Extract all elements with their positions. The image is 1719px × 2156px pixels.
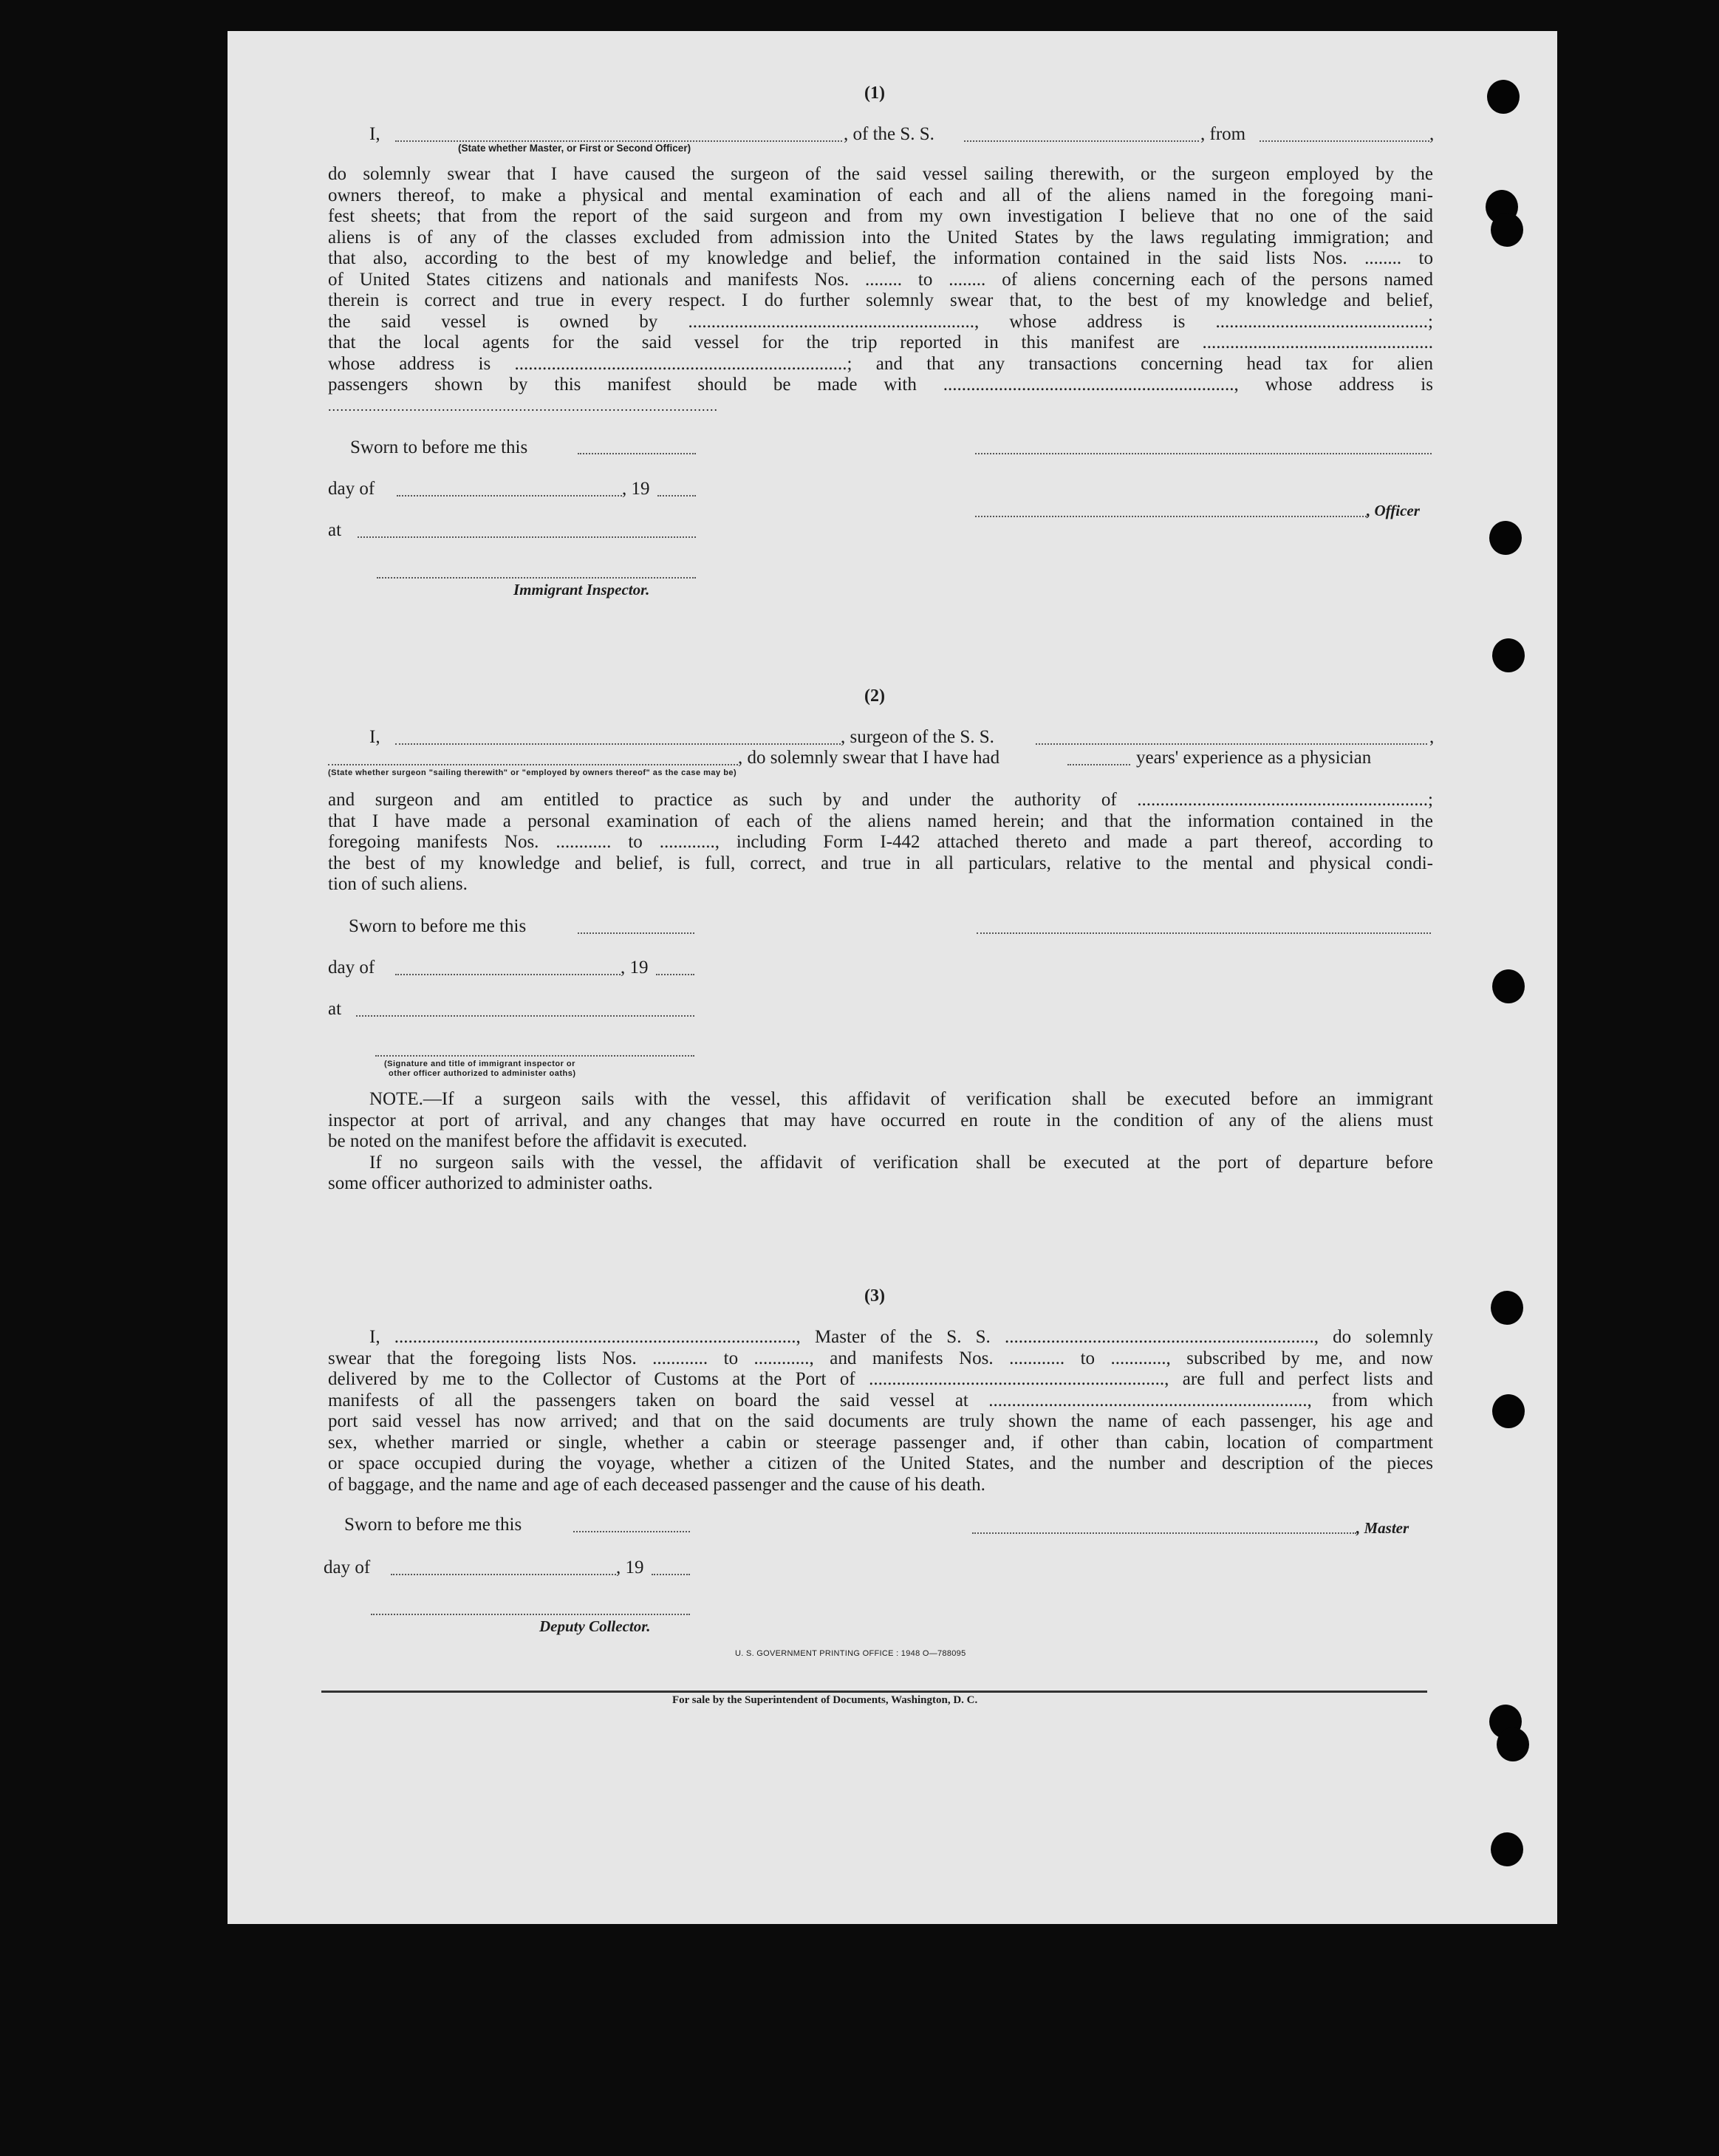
text-line: passengers shown by this manifest should be made with ..............................................................., whose address is xyxy=(328,375,1433,395)
text-line: delivered by me to the Collector of Customs at the Port of ................................................................, are full and perfect lists and xyxy=(328,1369,1433,1389)
text-line: foregoing manifests Nos. ............ to ............, including Form I-442 attached thereto and made a part thereof, according to xyxy=(328,832,1433,852)
of-the-ss-label: , of the S. S. xyxy=(844,124,934,144)
text-line: inspector at port of arrival, and any changes that may have occurred en route in the condition of any of the aliens must xyxy=(328,1110,1433,1130)
sworn-label: Sworn to before me this xyxy=(349,916,527,936)
year-blank xyxy=(656,974,694,975)
text-line: or space occupied during the voyage, whether a citizen of the United States, and the number and description of the pieces xyxy=(328,1453,1433,1473)
punch-hole xyxy=(1487,80,1520,114)
surgeon-type-blank xyxy=(328,764,738,765)
footer-rule xyxy=(321,1691,1427,1693)
comma: , xyxy=(1429,124,1435,144)
month-blank xyxy=(397,495,622,497)
text-line: the best of my knowledge and belief, is full, correct, and true in all particulars, relative to the mental and physical condi- xyxy=(328,853,1433,873)
sworn-date-blank xyxy=(578,453,696,454)
text-line: that also, according to the best of my knowledge and belief, the information contained in the said lists Nos. ........ to xyxy=(328,248,1433,268)
text-line: whose address is ........................................................................; and that any transactions concerning head tax for alien xyxy=(328,353,1433,374)
punch-hole xyxy=(1492,1394,1525,1428)
punch-hole xyxy=(1492,969,1525,1003)
text-line: tion of such aliens. xyxy=(328,874,468,894)
deputy-collector-label: Deputy Collector. xyxy=(539,1617,651,1635)
sworn-date-blank xyxy=(573,1531,690,1532)
text-line: NOTE.—If a surgeon sails with the vessel, this affidavit of verification shall be executed before an immigrant xyxy=(369,1089,1433,1109)
month-blank xyxy=(391,1574,616,1575)
text-line: fest sheets; that from the report of the said surgeon and from my own investigation I believe that no one of the said xyxy=(328,206,1433,226)
from-label: , from xyxy=(1200,124,1246,144)
sworn-label: Sworn to before me this xyxy=(344,1515,522,1535)
text-line: the said vessel is owned by .............................................................., whose address is ..............................................; xyxy=(328,311,1433,332)
day-of-label: day of xyxy=(328,479,375,499)
inspector-signature-line xyxy=(377,577,696,579)
officer-rank-blank xyxy=(395,140,842,142)
text-line: that the local agents for the said vessel for the trip reported in this manifest are .................................................. xyxy=(328,332,1433,352)
place-blank xyxy=(356,1015,694,1017)
surgeon-of-ss-label: , surgeon of the S. S. xyxy=(841,727,994,747)
text-line: I, ......................................................................................., Master of the S. S. ..................................................................., do solemnly xyxy=(369,1327,1433,1347)
text-line: of United States citizens and nationals and manifests Nos. ........ to ........ of aliens concerning each of the persons named xyxy=(328,269,1433,290)
section-2-i: I, xyxy=(369,727,380,747)
punch-hole xyxy=(1497,1727,1529,1761)
officer-signature-line xyxy=(975,453,1432,454)
year-blank xyxy=(657,495,696,497)
punch-hole xyxy=(1491,1291,1523,1325)
punch-hole xyxy=(1492,638,1525,672)
text-line: be noted on the manifest before the affidavit is executed. xyxy=(328,1131,748,1151)
surgeon-type-hint: (State whether surgeon "sailing therewith" or "employed by owners thereof" as the case may be) xyxy=(328,768,737,777)
section-1-oath-text xyxy=(328,164,1433,417)
officer-label: , Officer xyxy=(1367,502,1420,519)
text-line: of baggage, and the name and age of each deceased passenger and the cause of his death. xyxy=(328,1474,985,1495)
solemnly-swear-label: , do solemnly swear that I have had xyxy=(738,748,1000,768)
text-line: some officer authorized to administer oaths. xyxy=(328,1173,653,1193)
day-of-label: day of xyxy=(324,1558,371,1577)
year-label: , 19 xyxy=(621,958,649,978)
inspector-signature-line xyxy=(375,1055,694,1057)
master-signature-line xyxy=(972,1532,1356,1534)
year-blank xyxy=(652,1574,690,1575)
surgeon-ship-blank xyxy=(1036,743,1427,745)
ship-name-blank xyxy=(964,140,1199,142)
section-3-number: (3) xyxy=(864,1286,885,1306)
day-of-label: day of xyxy=(328,958,375,978)
text-line: manifests of all the passengers taken on board the said vessel at ....................................................................., from which xyxy=(328,1390,1433,1410)
text-line: If no surgeon sails with the vessel, the affidavit of verification shall be executed at the port of departure before xyxy=(369,1152,1433,1173)
at-label: at xyxy=(328,520,342,540)
text-line: ................................................................................................ xyxy=(328,398,718,414)
sworn-date-blank xyxy=(578,932,694,934)
text-line: therein is correct and true in every respect. I do further solemnly swear that, to the best of my knowledge and belief, xyxy=(328,290,1433,310)
text-line: sex, whether married or single, whether a cabin or steerage passenger and, if other than cabin, location of compartment xyxy=(328,1432,1433,1453)
section-3-oath-text xyxy=(328,1327,1433,1495)
text-line: that I have made a personal examination of each of the aliens named herein; and that the information contained in the xyxy=(328,811,1433,831)
punch-hole xyxy=(1491,213,1523,247)
immigrant-inspector-label: Immigrant Inspector. xyxy=(513,581,650,598)
collector-signature-line xyxy=(371,1614,690,1615)
month-blank xyxy=(395,974,621,975)
at-label: at xyxy=(328,999,342,1019)
surgeon-signature-line xyxy=(977,932,1431,934)
text-line: owners thereof, to make a physical and mental examination of each and all of the aliens named in the foregoing mani- xyxy=(328,185,1433,205)
note-text xyxy=(328,1089,1433,1195)
section-1-number: (1) xyxy=(864,83,885,103)
officer-rank-hint: (State whether Master, or First or Second Officer) xyxy=(458,143,691,154)
punch-hole xyxy=(1491,1832,1523,1866)
comma: , xyxy=(1429,727,1435,747)
section-2-number: (2) xyxy=(864,686,885,706)
text-line: do solemnly swear that I have caused the surgeon of the said vessel sailing therewith, or the surgeon employed by the xyxy=(328,164,1433,184)
for-sale-notice: For sale by the Superintendent of Documents, Washington, D. C. xyxy=(672,1694,978,1706)
from-port-blank xyxy=(1260,140,1429,142)
sworn-label: Sworn to before me this xyxy=(350,437,528,457)
text-line: and surgeon and am entitled to practice as such by and under the authority of ...............................................................; xyxy=(328,790,1433,810)
years-blank xyxy=(1067,764,1130,765)
surgeon-name-blank xyxy=(395,743,841,745)
text-line: swear that the foregoing lists Nos. ............ to ............, and manifests Nos. ............ to ............, subscribed by me, and now xyxy=(328,1348,1433,1368)
punch-hole xyxy=(1489,521,1522,555)
text-line: port said vessel has now arrived; and that on the said documents are truly shown the name of each passenger, his age and xyxy=(328,1411,1433,1431)
text-line: aliens is of any of the classes excluded from admission into the United States by the laws regulating immigration; and xyxy=(328,227,1433,248)
place-blank xyxy=(358,536,696,538)
years-experience-label: years' experience as a physician xyxy=(1136,748,1372,768)
year-label: , 19 xyxy=(616,1558,644,1577)
section-1-i: I, xyxy=(369,124,380,144)
section-2-oath-text xyxy=(328,790,1433,896)
gpo-imprint: U. S. GOVERNMENT PRINTING OFFICE : 1948 O—788095 xyxy=(735,1649,966,1658)
signature-hint-1: (Signature and title of immigrant inspector or xyxy=(384,1060,575,1068)
officer-name-line xyxy=(975,516,1367,517)
master-label: , Master xyxy=(1356,1519,1409,1537)
signature-hint-2: other officer authorized to administer oaths) xyxy=(389,1069,576,1078)
year-label: , 19 xyxy=(622,479,650,499)
